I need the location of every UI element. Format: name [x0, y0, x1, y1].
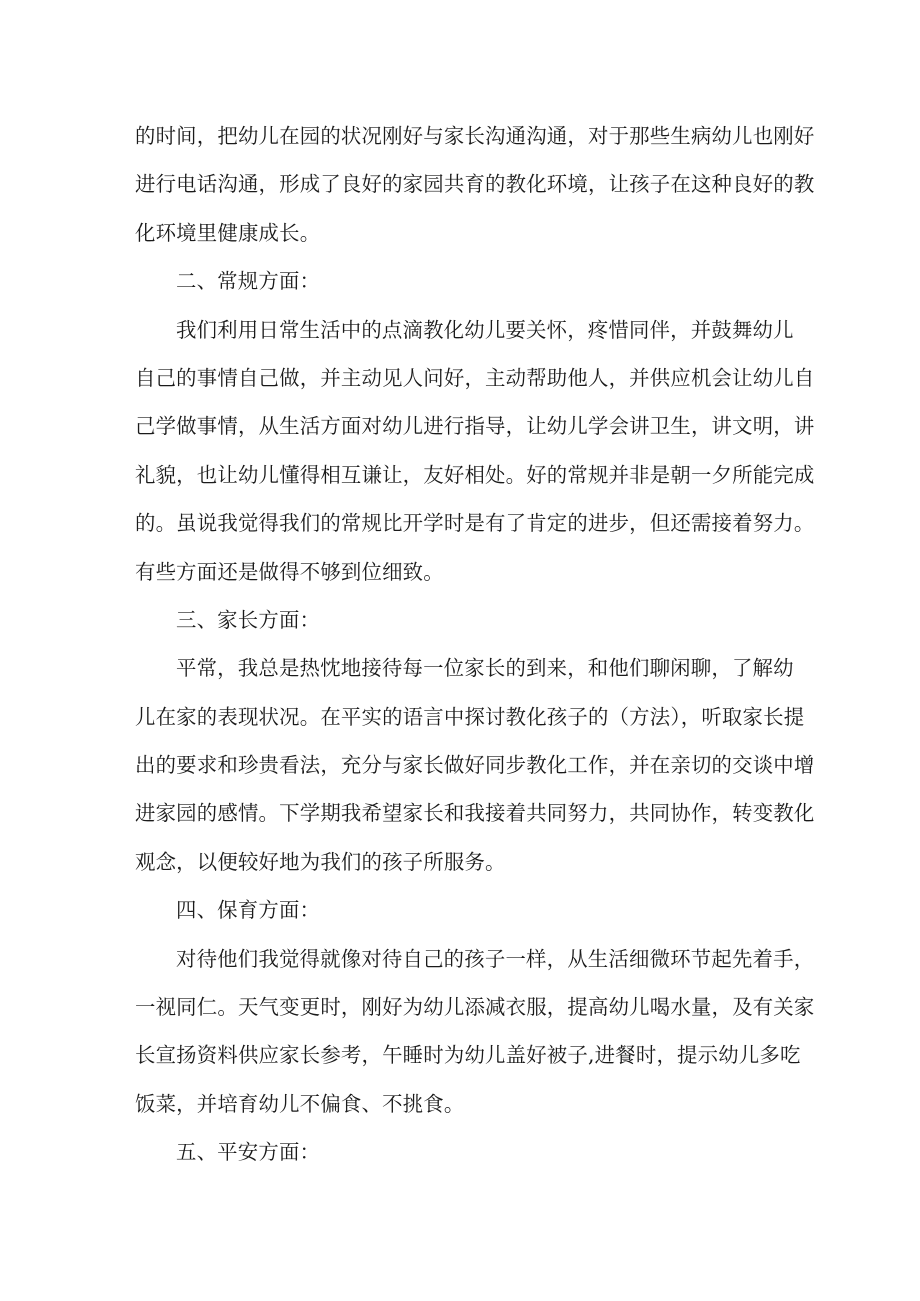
text-line: 平常，我总是热忱地接待每一位家长的到来，和他们聊闲聊，了解幼	[176, 656, 794, 681]
text-line: 己学做事情，从生活方面对幼儿进行指导，让幼儿学会讲卫生，讲文明，讲	[135, 414, 815, 439]
text-line: 进行电话沟通，形成了良好的家园共育的教化环境，让孩子在这种良好的教	[135, 172, 815, 197]
text-line: 进家园的感情。下学期我希望家长和我接着共同努力，共同协作，转变教化	[135, 801, 815, 826]
text-line: 儿在家的表现状况。在平实的语言中探讨教化孩子的（方法），听取家长提	[135, 704, 805, 729]
text-line: 出的要求和珍贵看法，充分与家长做好同步教化工作，并在亲切的交谈中增	[135, 753, 815, 778]
text-line: 一视同仁。天气变更时，刚好为幼儿添减衣服，提高幼儿喝水量，及有关家	[135, 995, 815, 1020]
section-heading-safety: 五、平安方面：	[176, 1140, 321, 1165]
section-heading-routine: 二、常规方面：	[176, 269, 321, 294]
text-line: 我们利用日常生活中的点滴教化幼儿要关怀，疼惜同伴，并鼓舞幼儿	[176, 317, 794, 342]
text-line: 饭菜，并培育幼儿不偏食、不挑食。	[135, 1091, 465, 1116]
text-line: 自己的事情自己做，并主动见人问好，主动帮助他人，并供应机会让幼儿自	[135, 365, 815, 390]
section-heading-care: 四、保育方面：	[176, 898, 321, 923]
text-line: 的。虽说我觉得我们的常规比开学时是有了肯定的进步，但还需接着努力。	[135, 511, 815, 536]
text-line: 礼貌，也让幼儿懂得相互谦让，友好相处。好的常规并非是朝一夕所能完成	[135, 462, 815, 487]
section-heading-parents: 三、家长方面：	[176, 607, 321, 632]
text-line: 的时间，把幼儿在园的状况刚好与家长沟通沟通，对于那些生病幼儿也刚好	[135, 124, 815, 148]
text-line: 观念，以便较好地为我们的孩子所服务。	[135, 849, 506, 874]
text-line: 化环境里健康成长。	[135, 220, 321, 245]
text-line: 有些方面还是做得不够到位细致。	[135, 559, 444, 584]
text-line: 对待他们我觉得就像对待自己的孩子一样，从生活细微环节起先着手，	[176, 946, 815, 971]
document-body	[135, 112, 815, 1177]
text-line: 长宣扬资料供应家长参考，午睡时为幼儿盖好被子,进餐时，提示幼儿多吃	[135, 1043, 801, 1068]
